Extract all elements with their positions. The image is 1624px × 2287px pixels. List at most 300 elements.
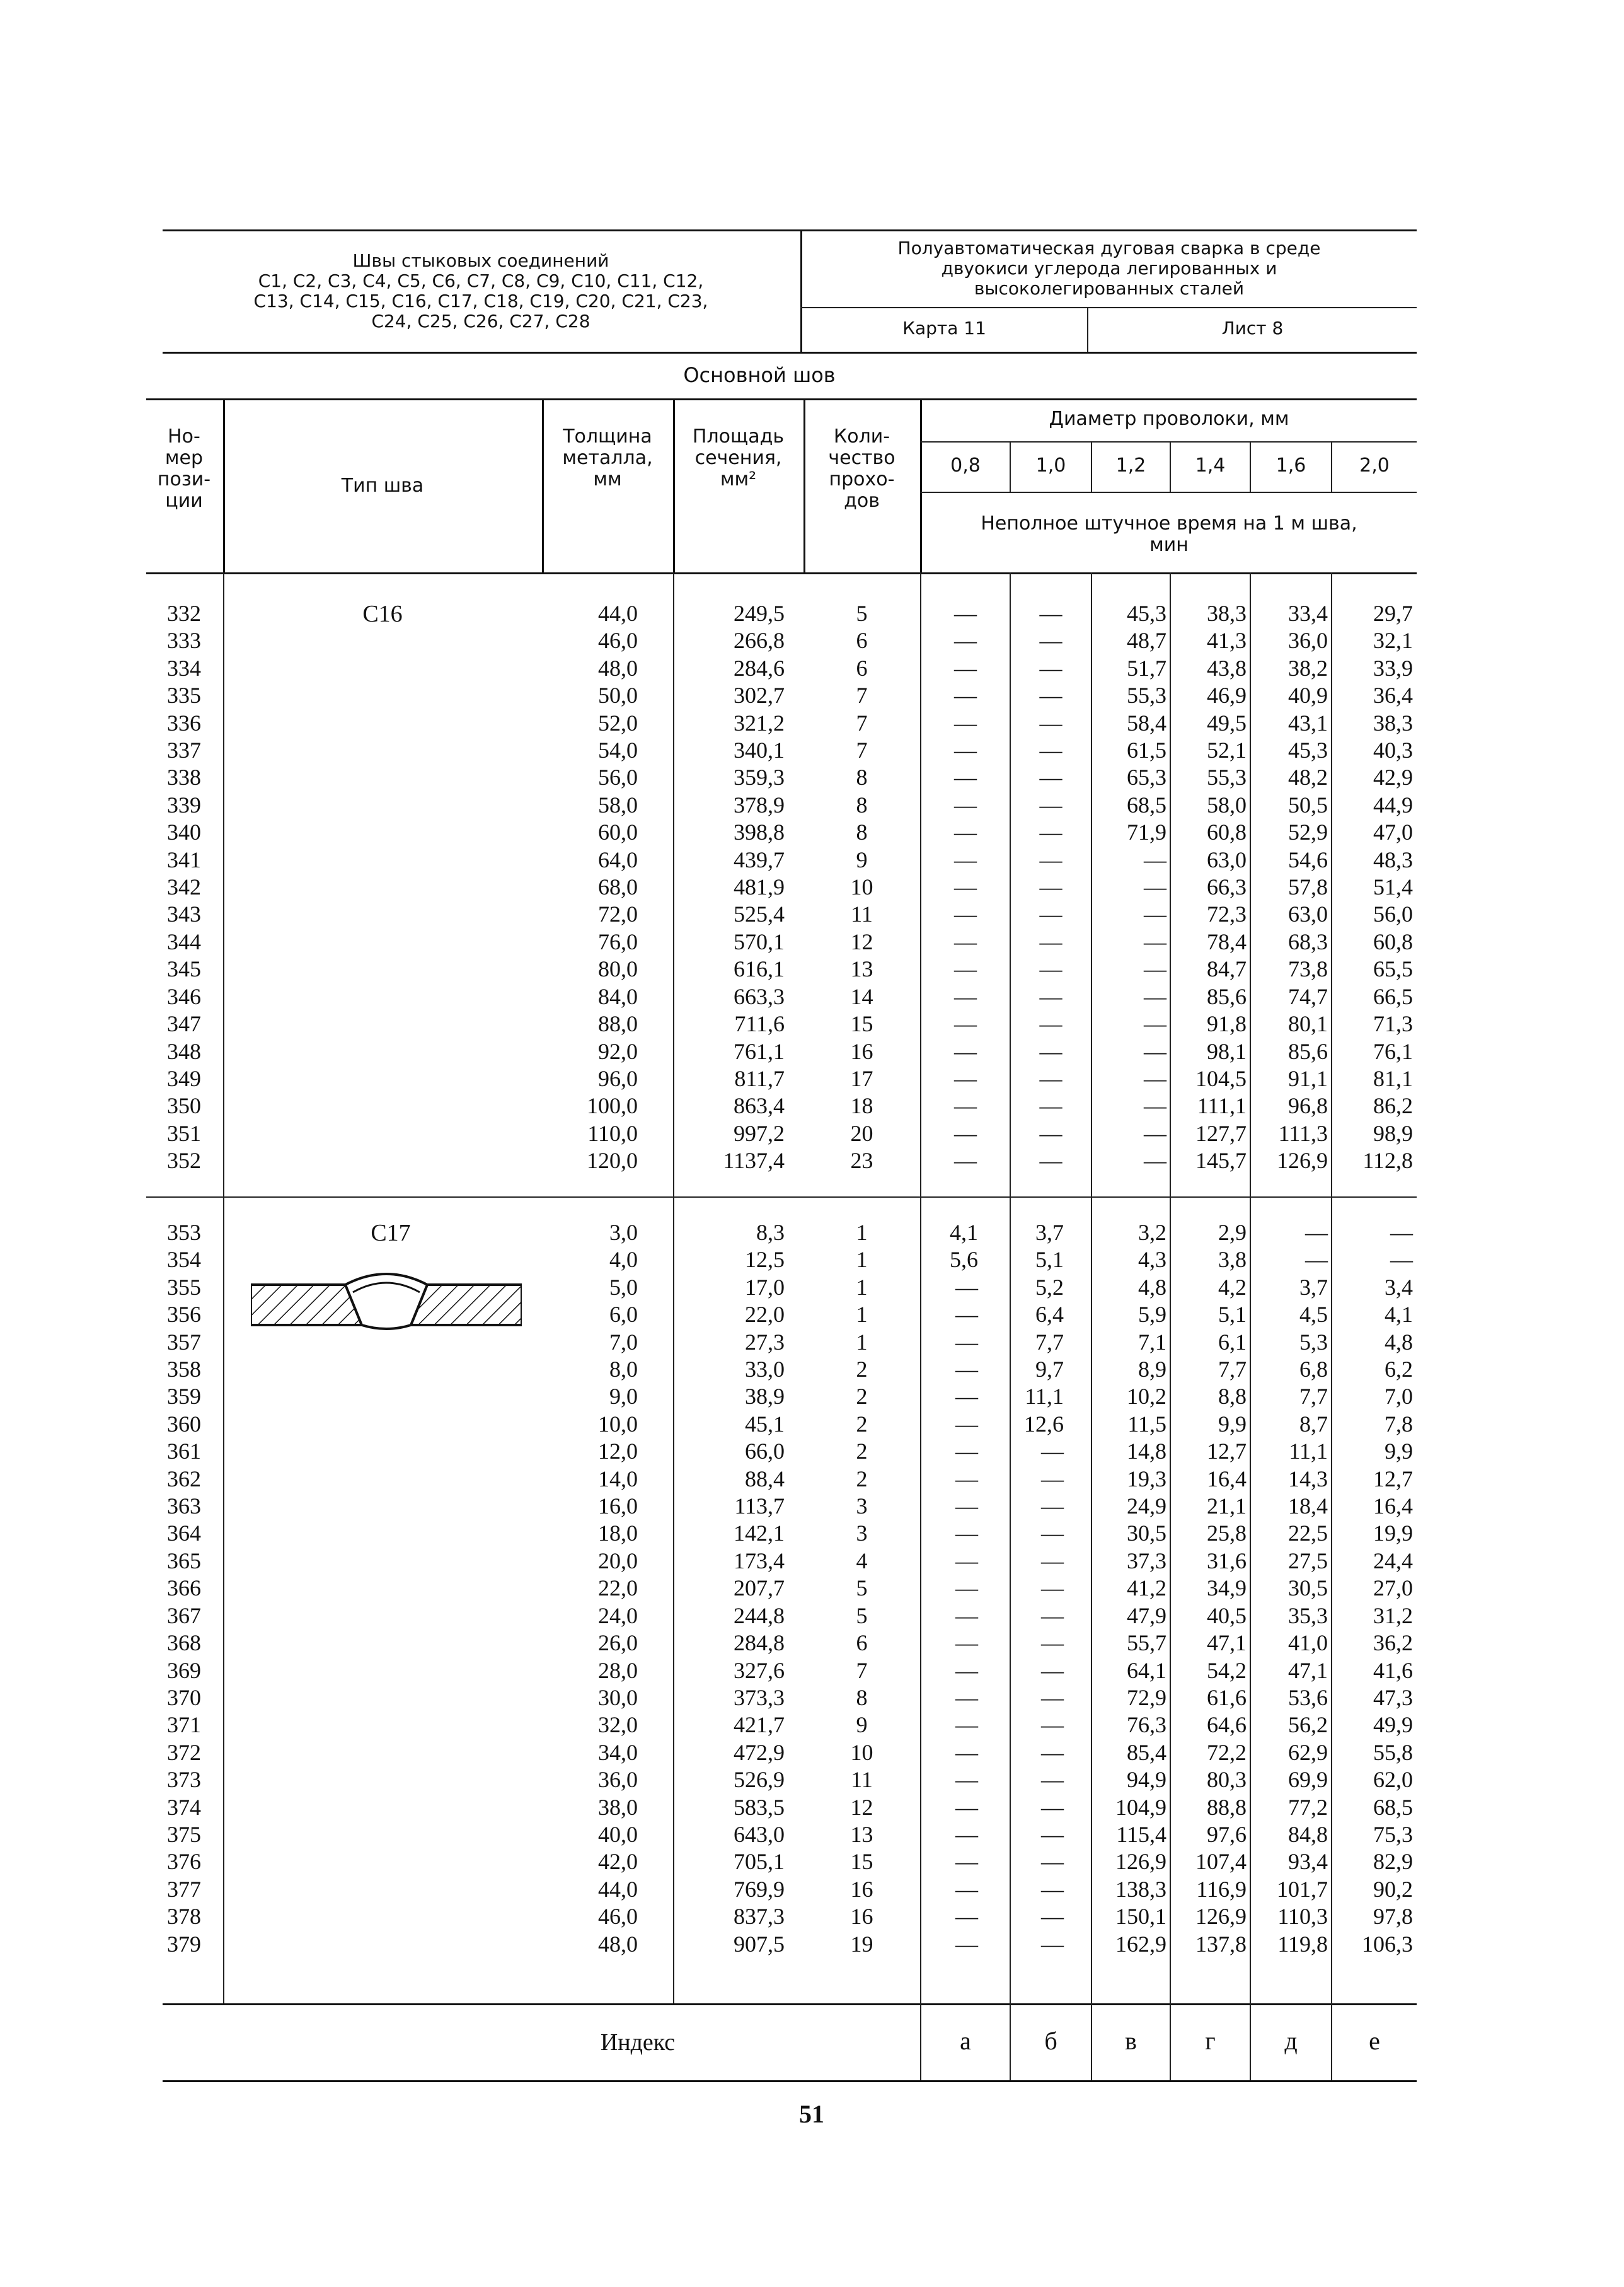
table-cell: — [1039, 1065, 1063, 1091]
table-cell: — [1039, 874, 1063, 900]
table-cell: 37,3 [1127, 1548, 1166, 1573]
table-cell: 341 [167, 847, 201, 872]
table-cell: 50,5 [1288, 792, 1328, 818]
table-cell: — [1041, 1739, 1064, 1765]
table-cell: — [955, 1821, 978, 1847]
table-cell: — [1041, 1493, 1064, 1519]
table-cell: 7 [856, 683, 868, 709]
table-cell: 92,0 [598, 1038, 638, 1064]
table-cell: 811,7 [734, 1065, 785, 1091]
table-cell: 321,2 [734, 710, 785, 736]
table-cell: 7,0 [1385, 1384, 1413, 1410]
table-cell: — [1144, 874, 1166, 900]
table-cell: 8,9 [1138, 1357, 1166, 1382]
table-cell: 69,9 [1288, 1767, 1328, 1793]
table-cell: 52,1 [1207, 738, 1247, 763]
col-header-line: Но- [168, 426, 200, 448]
table-cell: 11,1 [1289, 1439, 1328, 1464]
col-wire-diameter-header: Диаметр проволоки, мм [1049, 408, 1289, 430]
table-cell: 4 [856, 1548, 868, 1573]
table-cell: 30,5 [1288, 1575, 1328, 1601]
table-cell: 16 [850, 1904, 873, 1930]
table-cell: — [954, 819, 977, 845]
table-cell: 643,0 [734, 1821, 785, 1847]
table-cell: 348 [167, 1038, 201, 1064]
table-cell: 338 [167, 765, 201, 790]
position-column [146, 1219, 222, 1958]
table-cell: — [954, 655, 977, 681]
table-cell: 7,7 [1218, 1357, 1247, 1382]
table-cell: 10,2 [1127, 1384, 1166, 1410]
table-cell: 2 [856, 1439, 868, 1464]
d20-column [1332, 1219, 1413, 1958]
table-cell: 126,9 [1115, 1849, 1166, 1875]
table-cell: 5,1 [1218, 1302, 1247, 1328]
rule [163, 229, 1417, 231]
table-cell: — [954, 738, 977, 763]
table-cell: — [1039, 1011, 1063, 1037]
table-cell: 769,9 [734, 1876, 785, 1902]
table-cell: 38,2 [1288, 655, 1328, 681]
table-cell: 91,8 [1207, 1011, 1247, 1037]
table-cell: 327,6 [734, 1657, 785, 1683]
table-cell: 379 [167, 1931, 201, 1957]
table-cell: — [1041, 1466, 1064, 1491]
table-cell: — [954, 1120, 977, 1146]
table-cell: 12,0 [598, 1439, 638, 1464]
table-cell: — [954, 874, 977, 900]
table-cell: 46,0 [598, 628, 638, 654]
table-cell: 36,4 [1373, 683, 1413, 709]
table-cell: 64,6 [1207, 1712, 1247, 1738]
table-cell: 5,2 [1035, 1274, 1064, 1300]
d16-column [1251, 1219, 1328, 1958]
table-cell: 40,3 [1373, 738, 1413, 763]
table-cell: 173,4 [734, 1548, 785, 1573]
page-number: 51 [799, 2100, 824, 2128]
table-cell: 41,6 [1373, 1657, 1413, 1683]
table-cell: 6,0 [609, 1302, 638, 1328]
table-cell: 526,9 [734, 1767, 785, 1793]
table-cell: 38,3 [1373, 710, 1413, 736]
table-cell: — [1144, 1093, 1166, 1119]
table-cell: — [1041, 1439, 1064, 1464]
table-cell: 58,0 [598, 792, 638, 818]
table-cell: 7 [856, 1657, 868, 1683]
table-cell: 705,1 [734, 1849, 785, 1875]
table-cell: — [1041, 1602, 1064, 1628]
table-cell: 5 [856, 1575, 868, 1601]
table-cell: 61,5 [1127, 738, 1166, 763]
table-cell: 38,0 [598, 1794, 638, 1820]
table-cell: 41,3 [1207, 628, 1247, 654]
table-cell: 355 [167, 1274, 201, 1300]
table-cell: 249,5 [734, 601, 785, 626]
table-cell: 33,0 [745, 1357, 785, 1382]
table-cell: 47,1 [1288, 1657, 1328, 1683]
index-label: Индекс [600, 2029, 676, 2056]
table-cell: 84,7 [1207, 956, 1247, 982]
table-cell: 32,0 [598, 1712, 638, 1738]
table-cell: 68,3 [1288, 929, 1328, 954]
table-cell: 80,1 [1288, 1011, 1328, 1037]
thickness-column [543, 600, 638, 1175]
table-cell: — [955, 1575, 978, 1601]
table-cell: 55,3 [1207, 765, 1247, 790]
table-cell: — [955, 1357, 978, 1382]
table-cell: 41,0 [1288, 1630, 1328, 1656]
passes-column [805, 600, 919, 1175]
table-cell: 60,8 [1207, 819, 1247, 845]
table-cell: 6,4 [1035, 1302, 1064, 1328]
table-cell: 20 [850, 1120, 873, 1146]
table-cell: 60,0 [598, 819, 638, 845]
table-cell: 23 [850, 1148, 873, 1174]
table-cell: 56,2 [1288, 1712, 1328, 1738]
table-cell: — [1041, 1520, 1064, 1546]
table-cell: — [1039, 601, 1063, 626]
table-cell: — [1041, 1684, 1064, 1710]
table-cell: 14 [850, 983, 873, 1009]
table-cell: 10 [850, 1739, 873, 1765]
table-cell: 82,9 [1373, 1849, 1413, 1875]
table-cell: — [954, 601, 977, 626]
area-column [674, 600, 785, 1175]
table-cell: 7 [856, 738, 868, 763]
table-cell: 73,8 [1288, 956, 1328, 982]
table-cell: 19 [850, 1931, 873, 1957]
table-cell: 25,8 [1207, 1520, 1247, 1546]
table-cell: 8 [856, 1684, 868, 1710]
table-cell: 111,3 [1278, 1120, 1328, 1146]
table-cell: 337 [167, 738, 201, 763]
table-cell: 72,2 [1207, 1739, 1247, 1765]
table-cell: 44,0 [598, 601, 638, 626]
table-cell: 284,6 [734, 655, 785, 681]
table-cell: — [954, 765, 977, 790]
table-cell: — [955, 1411, 978, 1437]
table-cell: — [1039, 792, 1063, 818]
table-cell: — [955, 1630, 978, 1656]
table-cell: — [954, 628, 977, 654]
table-cell: 85,4 [1127, 1739, 1166, 1765]
table-cell: 137,8 [1195, 1931, 1247, 1957]
table-cell: — [1144, 1065, 1166, 1091]
col-position-header [146, 426, 222, 512]
table-cell: 367 [167, 1602, 201, 1628]
table-cell: 36,0 [1288, 628, 1328, 654]
table-cell: 583,5 [734, 1794, 785, 1820]
table-cell: 8,3 [756, 1220, 785, 1245]
table-cell: 78,4 [1207, 929, 1247, 954]
table-cell: — [1390, 1247, 1413, 1273]
table-cell: 6,2 [1385, 1357, 1413, 1382]
table-cell: 68,5 [1373, 1794, 1413, 1820]
table-cell: 863,4 [734, 1093, 785, 1119]
table-cell: 340 [167, 819, 201, 845]
table-cell: — [954, 1038, 977, 1064]
table-cell: — [1144, 956, 1166, 982]
table-cell: 349 [167, 1065, 201, 1091]
table-cell: 38,3 [1207, 601, 1247, 626]
table-cell: 18,0 [598, 1520, 638, 1546]
caption-line: Неполное штучное время на 1 м шва, [981, 512, 1357, 535]
table-cell: 120,0 [587, 1148, 638, 1174]
table-cell: 18 [850, 1093, 873, 1119]
table-cell: 22,0 [745, 1302, 785, 1328]
table-cell: 35,3 [1288, 1602, 1328, 1628]
table-cell: 30,5 [1127, 1520, 1166, 1546]
table-cell: 363 [167, 1493, 201, 1519]
table-cell: 302,7 [734, 683, 785, 709]
col-header-line: металла, [562, 447, 653, 469]
area-column [674, 1219, 785, 1958]
header-right-line: высоколегированных сталей [974, 278, 1245, 299]
table-cell: 56,0 [1373, 901, 1413, 927]
table-cell: — [1039, 929, 1063, 954]
table-cell: 42,9 [1373, 765, 1413, 790]
table-cell: — [955, 1520, 978, 1546]
table-cell: 17 [850, 1065, 873, 1091]
table-cell: 150,1 [1115, 1904, 1166, 1930]
table-cell: 138,3 [1115, 1876, 1166, 1902]
table-cell: 46,9 [1207, 683, 1247, 709]
table-cell: 40,5 [1207, 1602, 1247, 1628]
table-cell: 58,4 [1127, 710, 1166, 736]
table-cell: — [954, 710, 977, 736]
table-cell: — [1039, 655, 1063, 681]
table-cell: 30,0 [598, 1684, 638, 1710]
table-cell: — [1144, 1120, 1166, 1146]
table-cell: — [1041, 1821, 1064, 1847]
table-cell: 2 [856, 1384, 868, 1410]
table-cell: 71,3 [1373, 1011, 1413, 1037]
table-cell: 1 [856, 1220, 868, 1245]
table-cell: 7,8 [1385, 1411, 1413, 1437]
table-cell: 36,2 [1373, 1630, 1413, 1656]
table-cell: 3,0 [609, 1220, 638, 1245]
col-passes-header [805, 426, 919, 512]
table-cell: 112,8 [1362, 1148, 1413, 1174]
table-cell: — [1144, 1038, 1166, 1064]
col-header-line: ции [165, 490, 203, 512]
table-cell: 5 [856, 601, 868, 626]
table-cell: 439,7 [734, 847, 785, 872]
table-cell: 336 [167, 710, 201, 736]
table-cell: 837,3 [734, 1904, 785, 1930]
table-cell: 98,1 [1207, 1038, 1247, 1064]
table-cell: 907,5 [734, 1931, 785, 1957]
table-cell: 371 [167, 1712, 201, 1738]
table-cell: 111,1 [1197, 1093, 1247, 1119]
table-cell: 55,7 [1127, 1630, 1166, 1656]
table-cell: — [1144, 983, 1166, 1009]
table-cell: 472,9 [734, 1739, 785, 1765]
table-cell: 5,6 [950, 1247, 978, 1273]
table-cell: 75,3 [1373, 1821, 1413, 1847]
table-cell: 18,4 [1288, 1493, 1328, 1519]
table-cell: 365 [167, 1548, 201, 1573]
table-cell: 9,7 [1035, 1357, 1064, 1382]
table-cell: 19,3 [1127, 1466, 1166, 1491]
table-cell: 366 [167, 1575, 201, 1601]
table-cell: 72,3 [1207, 901, 1247, 927]
table-cell: 86,2 [1373, 1093, 1413, 1119]
table-cell: 335 [167, 683, 201, 709]
table-cell: 284,8 [734, 1630, 785, 1656]
table-cell: 2 [856, 1411, 868, 1437]
table-cell: — [1041, 1548, 1064, 1573]
table-cell: — [1144, 1148, 1166, 1174]
table-cell: 358 [167, 1357, 201, 1382]
table-cell: 368 [167, 1630, 201, 1656]
table-cell: 14,0 [598, 1466, 638, 1491]
table-cell: 27,0 [1373, 1575, 1413, 1601]
table-cell: 570,1 [734, 929, 785, 954]
table-cell: 45,1 [745, 1411, 785, 1437]
table-cell: 115,4 [1116, 1821, 1166, 1847]
table-cell: 347 [167, 1011, 201, 1037]
header-left-line: C24, C25, C26, C27, C28 [371, 311, 590, 332]
table-cell: — [1039, 628, 1063, 654]
table-cell: 65,3 [1127, 765, 1166, 790]
col-header-line: прохо- [829, 468, 895, 490]
table-cell: 58,0 [1207, 792, 1247, 818]
header-right-line: Полуавтоматическая дуговая сварка в среде [897, 238, 1321, 258]
table-cell: 377 [167, 1876, 201, 1902]
butt-weld-diagram [251, 1267, 522, 1343]
table-cell: — [955, 1876, 978, 1902]
header-left-line: C1, C2, C3, C4, C5, C6, C7, C8, C9, C10, C11, C12, [258, 270, 704, 291]
rule [163, 2003, 1417, 2005]
table-cell: 8 [856, 819, 868, 845]
table-cell: 101,7 [1277, 1876, 1328, 1902]
table-cell: — [1039, 1120, 1063, 1146]
table-cell: 1137,4 [723, 1148, 785, 1174]
table-cell: 376 [167, 1849, 201, 1875]
rule [163, 352, 1417, 354]
table-cell: — [954, 1148, 977, 1174]
table-cell: 8,0 [609, 1357, 638, 1382]
table-cell: — [955, 1684, 978, 1710]
table-cell: 14,3 [1288, 1466, 1328, 1491]
table-cell: — [954, 683, 977, 709]
table-cell: — [1390, 1220, 1413, 1245]
table-cell: 65,5 [1373, 956, 1413, 982]
table-cell: 13 [850, 956, 873, 982]
col-header-line: мм [593, 468, 622, 490]
table-cell: 145,7 [1195, 1148, 1247, 1174]
table-cell: 116,9 [1196, 1876, 1247, 1902]
table-cell: 22,5 [1288, 1520, 1328, 1546]
table-cell: — [955, 1904, 978, 1930]
table-cell: 63,0 [1207, 847, 1247, 872]
table-cell: 8,8 [1218, 1384, 1247, 1410]
table-cell: — [954, 983, 977, 1009]
table-cell: — [1039, 1093, 1063, 1119]
table-cell: 45,3 [1127, 601, 1166, 626]
table-cell: 90,2 [1373, 1876, 1413, 1902]
table-cell: 339 [167, 792, 201, 818]
table-cell: 31,6 [1207, 1548, 1247, 1573]
table-cell: 1 [856, 1302, 868, 1328]
table-cell: 54,6 [1288, 847, 1328, 872]
table-cell: 3,7 [1299, 1274, 1328, 1300]
section-title: Основной шов [683, 363, 836, 387]
table-cell: 364 [167, 1520, 201, 1546]
table-cell: 352 [167, 1148, 201, 1174]
table-cell: 6 [856, 655, 868, 681]
table-cell: 9,9 [1385, 1439, 1413, 1464]
table-cell: 12 [850, 1794, 873, 1820]
card-number: Карта 11 [902, 318, 986, 339]
table-cell: 24,0 [598, 1602, 638, 1628]
table-cell: 38,9 [745, 1384, 785, 1410]
table-cell: — [1039, 1148, 1063, 1174]
d12-column [1092, 600, 1166, 1175]
table-cell: — [954, 956, 977, 982]
table-cell: — [954, 847, 977, 872]
table-cell: 345 [167, 956, 201, 982]
col-header-line: Площадь [692, 426, 785, 448]
table-cell: — [955, 1274, 978, 1300]
col-seam-type-header: Тип шва [341, 475, 424, 497]
table-cell: — [955, 1712, 978, 1738]
table-cell: 110,0 [587, 1120, 638, 1146]
table-cell: 66,3 [1207, 874, 1247, 900]
table-cell: 44,9 [1373, 792, 1413, 818]
table-cell: 4,8 [1385, 1329, 1413, 1355]
table-cell: 373,3 [734, 1684, 785, 1710]
table-cell: — [1039, 847, 1063, 872]
table-cell: — [955, 1439, 978, 1464]
table-cell: 1 [856, 1274, 868, 1300]
table-cell: 6 [856, 628, 868, 654]
table-cell: 52,9 [1288, 819, 1328, 845]
table-cell: 344 [167, 929, 201, 954]
table-cell: 88,0 [598, 1011, 638, 1037]
table-cell: 16,4 [1207, 1466, 1247, 1491]
table-cell: 93,4 [1288, 1849, 1328, 1875]
table-cell: 7 [856, 710, 868, 736]
d10-column [1011, 600, 1091, 1175]
table-cell: 244,8 [734, 1602, 785, 1628]
table-cell: 12,7 [1373, 1466, 1413, 1491]
table-cell: 7,1 [1138, 1329, 1166, 1355]
rule [223, 572, 224, 2003]
col-header-line: сечения, [694, 447, 782, 469]
rule [163, 2080, 1417, 2082]
table-cell: 7,7 [1035, 1329, 1064, 1355]
table-cell: 47,0 [1373, 819, 1413, 845]
table-cell: — [1041, 1575, 1064, 1601]
table-cell: 104,5 [1195, 1065, 1247, 1091]
table-cell: 3,2 [1138, 1220, 1166, 1245]
table-cell: — [1039, 683, 1063, 709]
table-cell: 9 [856, 847, 868, 872]
table-cell: 353 [167, 1220, 201, 1245]
table-cell: 43,1 [1288, 710, 1328, 736]
table-cell: 142,1 [734, 1520, 785, 1546]
table-cell: 32,1 [1373, 628, 1413, 654]
time-caption [921, 513, 1417, 556]
table-cell: 1 [856, 1247, 868, 1273]
diameter-label: 1,2 [1115, 455, 1146, 477]
table-cell: — [1041, 1904, 1064, 1930]
table-cell: — [1039, 710, 1063, 736]
table-cell: 62,0 [1373, 1767, 1413, 1793]
table-cell: — [1041, 1657, 1064, 1683]
